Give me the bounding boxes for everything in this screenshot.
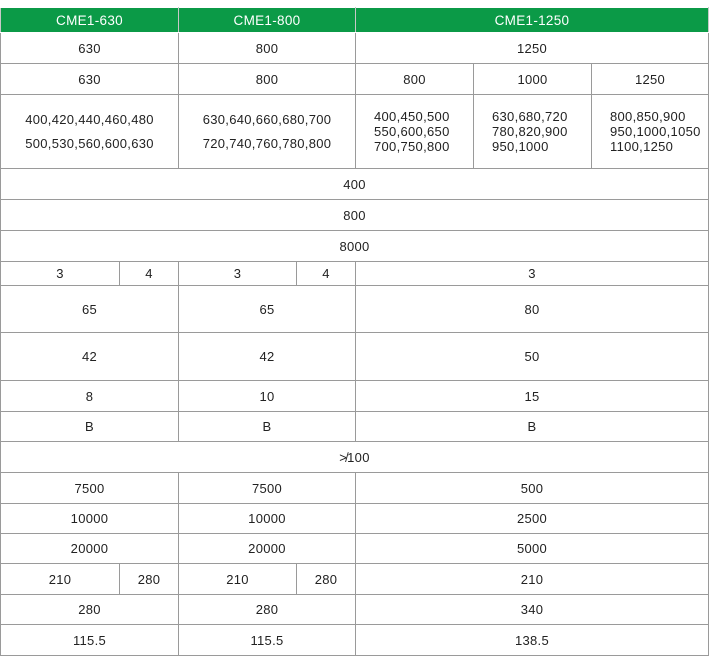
column-header: CME1-630 (1, 8, 179, 33)
table-cell: ≯100 (1, 442, 709, 473)
table-cell: 5000 (356, 534, 709, 564)
table-cell: 65 (179, 286, 356, 333)
table-cell: 20000 (179, 534, 356, 564)
column-header: CME1-800 (179, 8, 356, 33)
table-cell: 210 (356, 564, 709, 595)
table-cell: 10000 (179, 504, 356, 534)
table-row (1, 625, 709, 656)
header-row (1, 8, 709, 33)
table-cell: 500 (356, 473, 709, 504)
table-row (1, 504, 709, 534)
table-cell: B (1, 412, 179, 442)
table-row (1, 286, 709, 333)
table-cell: 20000 (1, 534, 179, 564)
spec-table (0, 7, 709, 656)
table-cell: 10 (179, 381, 356, 412)
table-row (1, 442, 709, 473)
table-cell: 280 (179, 595, 356, 625)
table-cell: 115.5 (179, 625, 356, 656)
table-cell: 7500 (179, 473, 356, 504)
table-row (1, 33, 709, 64)
table-cell: 50 (356, 333, 709, 381)
table-row (1, 95, 709, 169)
table-cell: 115.5 (1, 625, 179, 656)
table-cell: B (179, 412, 356, 442)
table-cell: 8000 (1, 231, 709, 262)
table-row (1, 333, 709, 381)
table-row (1, 200, 709, 231)
table-row (1, 381, 709, 412)
table-cell: 42 (1, 333, 179, 381)
table-cell: 800 (179, 64, 356, 95)
table-cell: 800 (1, 200, 709, 231)
table-cell: 800 (179, 33, 356, 64)
table-cell: 630 (1, 64, 179, 95)
table-cell: 1000 (474, 64, 592, 95)
table-cell: 280 (1, 595, 179, 625)
table-cell: 400,450,500 550,600,650 700,750,800 (356, 95, 474, 169)
table-cell: 210 (179, 564, 297, 595)
table-row (1, 412, 709, 442)
table-cell: 42 (179, 333, 356, 381)
spec-table-body (1, 8, 709, 656)
table-cell: 8 (1, 381, 179, 412)
table-cell: 4 (297, 262, 356, 286)
table-cell: 630,680,720 780,820,900 950,1000 (474, 95, 592, 169)
table-cell: B (356, 412, 709, 442)
table-row (1, 64, 709, 95)
table-cell: 7500 (1, 473, 179, 504)
table-row (1, 564, 709, 595)
table-cell: 280 (120, 564, 179, 595)
table-cell: 800 (356, 64, 474, 95)
table-cell: 3 (356, 262, 709, 286)
column-header: CME1-1250 (356, 8, 709, 33)
table-row (1, 169, 709, 200)
table-row (1, 262, 709, 286)
table-cell: 800,850,900 950,1000,1050 1100,1250 (592, 95, 709, 169)
table-cell: 1250 (592, 64, 709, 95)
table-cell: 340 (356, 595, 709, 625)
table-cell: 80 (356, 286, 709, 333)
table-cell: 400 (1, 169, 709, 200)
table-cell: 3 (1, 262, 120, 286)
table-cell: 2500 (356, 504, 709, 534)
table-cell: 210 (1, 564, 120, 595)
table-cell: 400,420,440,460,480 500,530,560,600,630 (1, 95, 179, 169)
table-row (1, 473, 709, 504)
table-cell: 280 (297, 564, 356, 595)
table-cell: 65 (1, 286, 179, 333)
table-row (1, 534, 709, 564)
table-cell: 15 (356, 381, 709, 412)
table-cell: 1250 (356, 33, 709, 64)
table-cell: 630 (1, 33, 179, 64)
table-cell: 138.5 (356, 625, 709, 656)
table-row (1, 231, 709, 262)
table-cell: 3 (179, 262, 297, 286)
table-cell: 4 (120, 262, 179, 286)
table-cell: 630,640,660,680,700 720,740,760,780,800 (179, 95, 356, 169)
table-row (1, 595, 709, 625)
table-cell: 10000 (1, 504, 179, 534)
